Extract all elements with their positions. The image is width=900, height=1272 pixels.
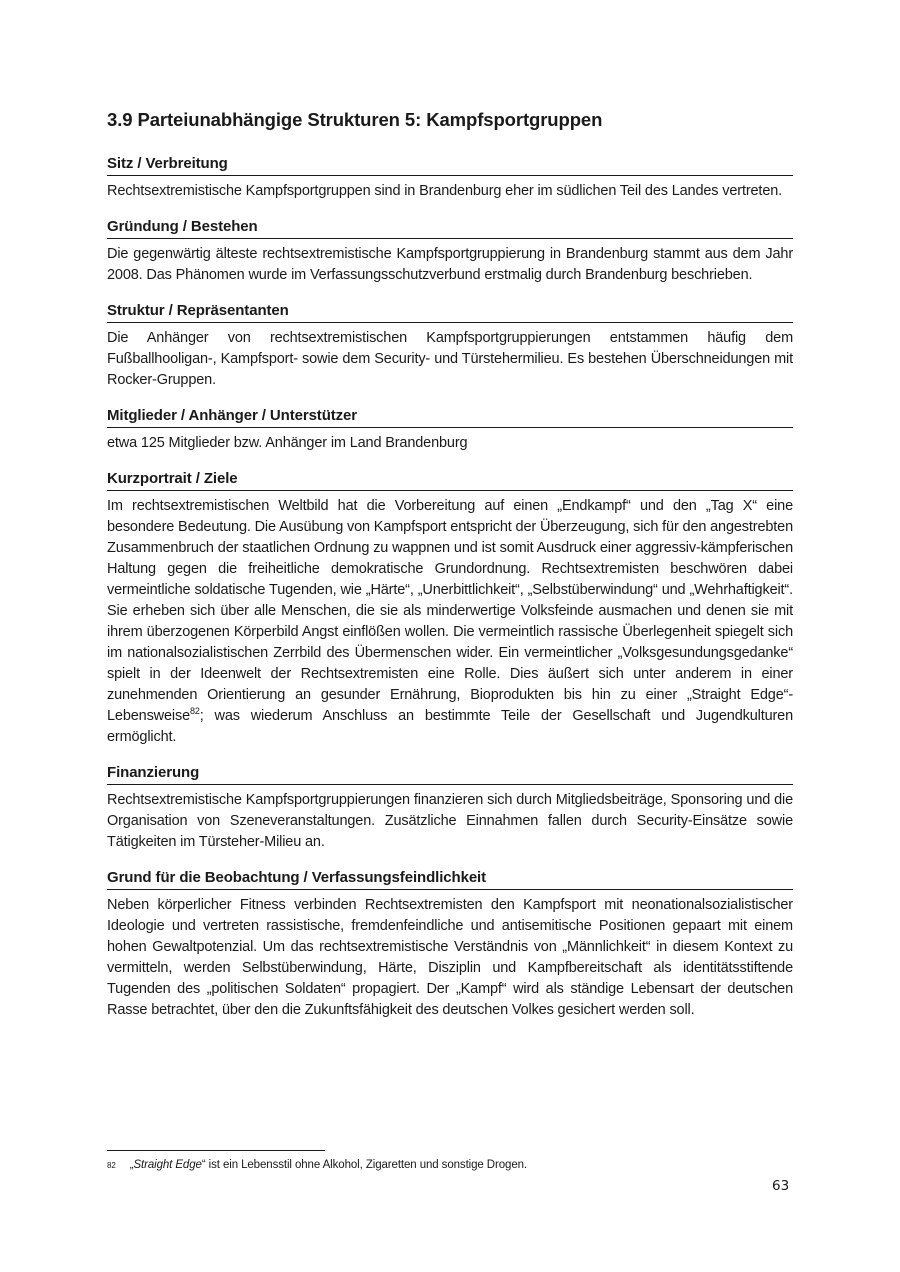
section-beobachtung xyxy=(107,869,793,1021)
section-text xyxy=(107,496,793,748)
page-content xyxy=(107,108,793,1037)
section-finanzierung xyxy=(107,764,793,853)
footnote-number: 82 xyxy=(107,1161,116,1170)
text-part: ; was wiederum Anschluss an bestimmte Teile der Gesellschaft und Jugendkulturen ermöglicht. xyxy=(107,708,793,745)
section-heading: Grund für die Beobachtung / Verfassungsfeindlichkeit xyxy=(107,869,793,890)
section-heading: Mitglieder / Anhänger / Unterstützer xyxy=(107,407,793,428)
footnote-term: Straight Edge xyxy=(133,1159,202,1171)
section-sitz xyxy=(107,155,793,202)
section-mitglieder xyxy=(107,407,793,454)
footnote-divider xyxy=(107,1150,325,1151)
page-title: 3.9 Parteiunabhängige Strukturen 5: Kampfsportgruppen xyxy=(107,109,603,130)
section-heading: Sitz / Verbreitung xyxy=(107,155,793,176)
section-heading: Kurzportrait / Ziele xyxy=(107,470,793,491)
section-gruendung xyxy=(107,218,793,286)
section-text: etwa 125 Mitglieder bzw. Anhänger im Land Brandenburg xyxy=(107,435,468,451)
page-number: 63 xyxy=(772,1178,790,1194)
section-text: Die Anhänger von rechtsextremistischen Kampfsportgruppierungen entstammen häufig dem Fußballhooligan-, Kampfsport- sowie dem Security- und Türstehermilieu. Es bestehen Überschneidungen mit Rocker-Gruppen. xyxy=(107,330,793,388)
section-text: Die gegenwärtig älteste rechtsextremistische Kampfsportgruppierung in Brandenburg stammt aus dem Jahr 2008. Das Phänomen wurde im Verfassungsschutzverbund erstmalig durch Brandenburg beschrieben. xyxy=(107,246,793,283)
section-heading: Finanzierung xyxy=(107,764,793,785)
footnote-reference[interactable]: 82 xyxy=(190,706,200,717)
section-kurzportrait xyxy=(107,470,793,748)
section-struktur xyxy=(107,302,793,391)
footnote xyxy=(107,1158,527,1173)
footnote-text: “ ist ein Lebensstil ohne Alkohol, Zigaretten und sonstige Drogen. xyxy=(201,1159,528,1171)
section-heading: Struktur / Repräsentanten xyxy=(107,302,793,323)
footnote-open-quote: „ xyxy=(129,1159,134,1171)
section-heading: Gründung / Bestehen xyxy=(107,218,793,239)
section-text: Neben körperlicher Fitness verbinden Rechtsextremisten den Kampfsport mit neonationalsozialistischer Ideologie und vertreten rassistische, fremdenfeindliche und antisemitische Positionen gepaart mit einem hohen Gewaltpotenzial. Um das rechtsextremistische Verständnis von „Männlichkeit“ in diesem Kontext zu vermitteln, werden Selbstüberwindung, Härte, Disziplin und Kampfbereitschaft als identitätsstiftende Tugenden des „politischen Soldaten“ propagiert. Der „Kampf“ wird als ständige Lebensart der deutschen Rasse betrachtet, über den die Zukunftsfähigkeit des deutschen Volkes gesichert werden soll. xyxy=(107,897,793,1018)
section-text: Rechtsextremistische Kampfsportgruppen sind in Brandenburg eher im südlichen Teil des Landes vertreten. xyxy=(107,183,783,199)
section-text: Rechtsextremistische Kampfsportgruppierungen finanzieren sich durch Mitgliedsbeiträge, Sponsoring und die Organisation von Szeneveranstaltungen. Zusätzliche Einnahmen fallen durch Security-Einsätze sowie Tätigkeiten im Türsteher-Milieu an. xyxy=(107,792,793,850)
text-part: Im rechtsextremistischen Weltbild hat die Vorbereitung auf einen „Endkampf“ und den „Tag X“ eine besondere Bedeutung. Die Ausübung von Kampfsport entspricht der Überzeugung, sich für den angestrebten Zusammenbruch der staatlichen Ordnung zu wappnen und ist somit Ausdruck einer aggressiv-kämpferischen Haltung gegen die freiheitliche demokratische Grundordnung. Rechtsextremisten beschwören dabei vermeintliche soldatische Tugenden, wie „Härte“, „Unerbittlichkeit“, „Selbstüberwindung“ und „Wehrhaftigkeit“. Sie erheben sich über alle Menschen, die sie als minderwertige Volksfeinde ausmachen und denen sie mit ihrem überzogenen Körperbild Angst einflößen wollen. Die vermeintlich rassische Überlegenheit spiegelt sich im nationalsozialistischen Zerrbild des Übermenschen wider. Ein vermeintlicher „Volksgesundungsgedanke“ spielt in der Ideenwelt der Rechtsextremisten eine Rolle. Dies äußert sich unter anderem in einer zunehmenden Orientierung an gesunder Ernährung, Bioprodukten bis hin zu einer „Straight Edge“-Lebensweise xyxy=(107,498,793,724)
